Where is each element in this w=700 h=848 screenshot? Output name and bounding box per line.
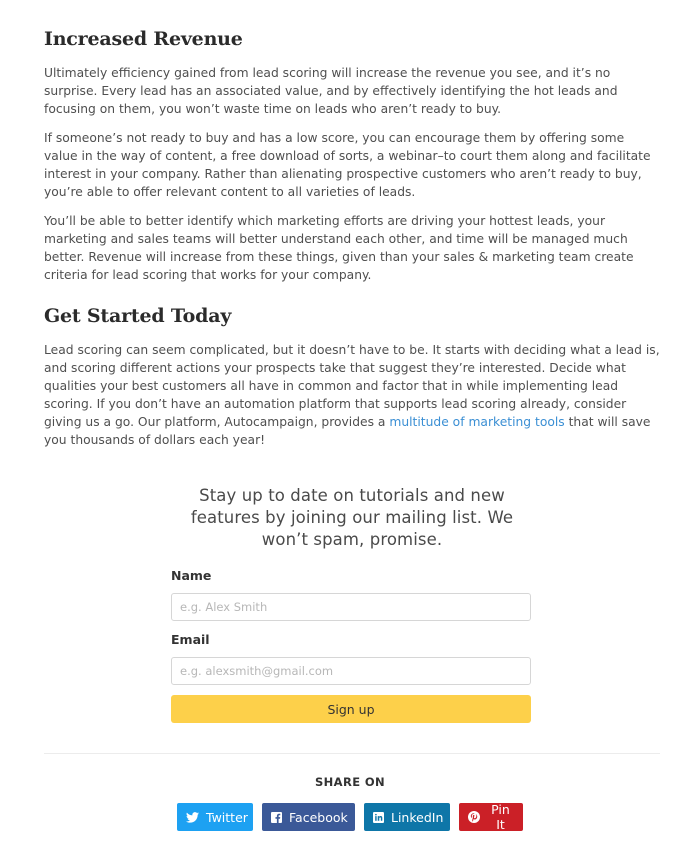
share-pinterest-button[interactable] (459, 803, 523, 831)
signup-button[interactable]: Sign up (171, 695, 531, 723)
signup-heading: Stay up to date on tutorials and new features by joining our mailing list. We won’t spam, promise. (190, 486, 514, 549)
paragraph-text: Lead scoring can seem complicated, but it doesn’t have to be. It starts with deciding what a lead is, and scoring different actions your prospects take that suggest they’re interested. Decide what qualities your best customers all have in common and factor that in while implementing lead scoring. If you don’t have an automation platform that supports lead scoring already, consider giving us a go. Our platform, Autocampaign, provides a (44, 343, 660, 429)
paragraph: If someone’s not ready to buy and has a low score, you can encourage them by offering some value in the way of content, a free download of sorts, a webinar–to court them along and facilitate interest in your company. Rather than alienating prospective customers who aren’t ready to buy, you’re able to offer relevant content to all varieties of leads. (44, 131, 651, 199)
paragraph: Ultimately efficiency gained from lead scoring will increase the revenue you see, and it’s no surprise. Every lead has an associated value, and by effectively identifying the hot leads and focusing on them, you won’t waste time on leads who aren’t ready to buy. (44, 66, 618, 116)
pinterest-icon (468, 811, 480, 823)
name-label: Name (171, 568, 212, 583)
section-increased-revenue (44, 26, 660, 284)
twitter-icon (186, 812, 199, 823)
share-section (0, 774, 700, 831)
share-label: LinkedIn (391, 809, 444, 825)
share-label: Twitter (206, 809, 248, 825)
email-input[interactable] (171, 657, 531, 685)
section-heading: Increased Revenue (44, 28, 243, 50)
article-body (44, 26, 660, 460)
facebook-icon (271, 812, 282, 823)
paragraph: You’ll be able to better identify which marketing efforts are driving your hottest leads, your marketing and sales teams will better understand each other, and time will be managed much better. Revenue will increase from these things, given than your sales & marketing team create criteria for lead scoring that works for your company. (44, 214, 634, 282)
share-title: SHARE ON (314, 775, 386, 789)
section-get-started (44, 303, 660, 449)
email-label: Email (171, 632, 210, 647)
paragraph-text: that will save you thousands of dollars each year! (44, 415, 651, 447)
share-linkedin-button[interactable] (364, 803, 450, 831)
share-label: Pin It (491, 802, 510, 832)
divider (44, 753, 660, 754)
name-input[interactable] (171, 593, 531, 621)
share-twitter-button[interactable] (177, 803, 253, 831)
section-heading: Get Started Today (44, 305, 232, 327)
paragraph (44, 341, 660, 449)
linkedin-icon (373, 812, 384, 823)
share-label: Facebook (289, 809, 348, 825)
share-buttons (0, 803, 700, 831)
marketing-tools-link[interactable]: multitude of marketing tools (389, 415, 565, 429)
newsletter-signup-form (171, 485, 533, 723)
share-facebook-button[interactable] (262, 803, 355, 831)
